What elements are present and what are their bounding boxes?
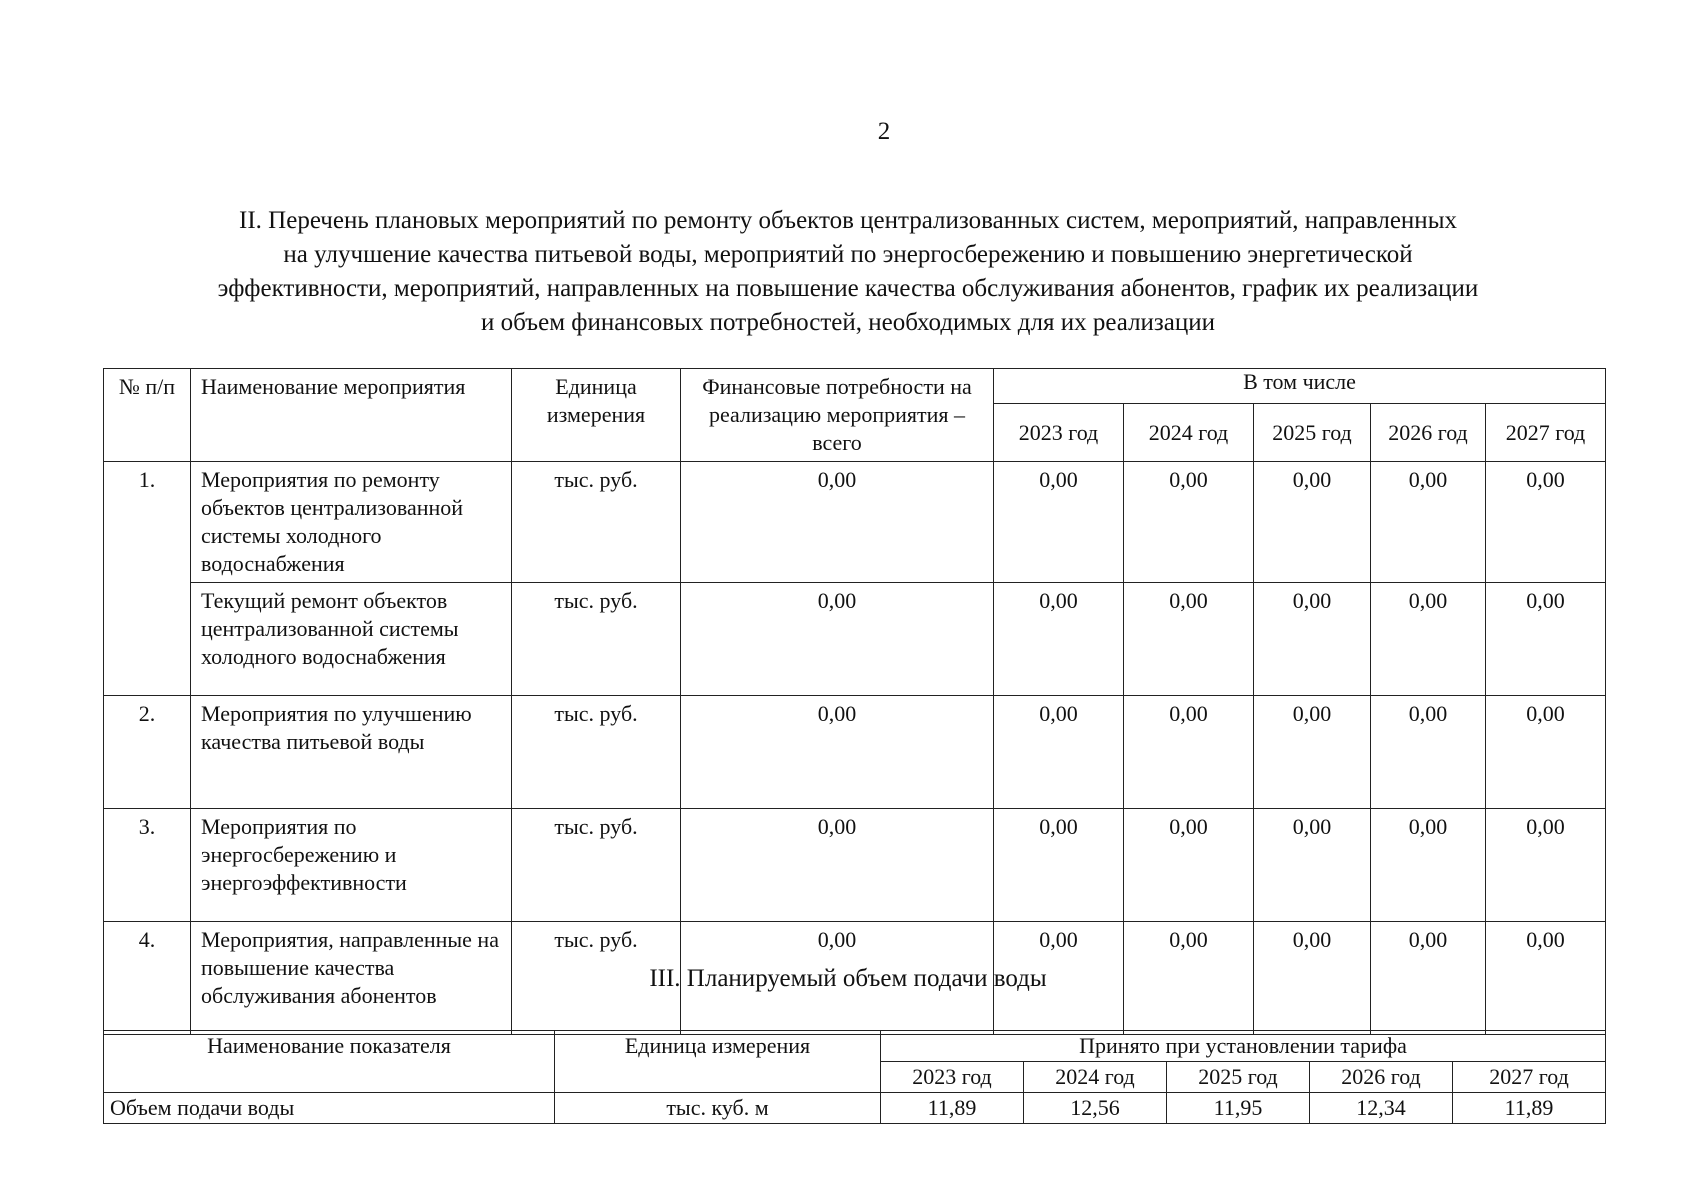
row-total: 0,00 — [681, 922, 994, 1035]
row-year-value: 0,00 — [1371, 583, 1486, 696]
row-year-value: 0,00 — [1486, 922, 1606, 1035]
header-year: 2024 год — [1124, 404, 1254, 462]
row-year-value: 0,00 — [1124, 809, 1254, 922]
header-year: 2024 год — [1024, 1062, 1167, 1093]
row-year-value: 0,00 — [1371, 696, 1486, 809]
row-year-value: 0,00 — [994, 922, 1124, 1035]
header-name: Наименование мероприятия — [191, 369, 512, 462]
row-year-value: 0,00 — [1254, 696, 1371, 809]
header-year: 2023 год — [994, 404, 1124, 462]
row-year-value: 0,00 — [1486, 462, 1606, 583]
indicator-unit: тыс. куб. м — [555, 1093, 881, 1124]
row-unit: тыс. руб. — [512, 809, 681, 922]
row-num: 4. — [104, 922, 191, 1035]
row-year-value: 0,00 — [994, 462, 1124, 583]
row-year-value: 0,00 — [1254, 583, 1371, 696]
section-2-title-line: и объем финансовых потребностей, необходимых для их реализации — [480, 309, 1216, 336]
row-year-value: 0,00 — [1124, 922, 1254, 1035]
header-year: 2027 год — [1486, 404, 1606, 462]
row-total: 0,00 — [681, 462, 994, 583]
row-name: Мероприятия по энергосбережению и энергоэффективности — [191, 809, 512, 922]
row-unit: тыс. руб. — [512, 462, 681, 583]
header-year: 2023 год — [881, 1062, 1024, 1093]
header-indicator-name: Наименование показателя — [104, 1031, 555, 1093]
row-total: 0,00 — [681, 809, 994, 922]
indicator-value: 11,89 — [1453, 1093, 1606, 1124]
row-year-value: 0,00 — [1371, 462, 1486, 583]
table-row — [104, 583, 1606, 696]
indicator-name: Объем подачи воды — [104, 1093, 555, 1124]
indicator-value: 11,95 — [1167, 1093, 1310, 1124]
row-total: 0,00 — [681, 583, 994, 696]
header-year: 2027 год — [1453, 1062, 1606, 1093]
row-year-value: 0,00 — [1371, 922, 1486, 1035]
row-name: Текущий ремонт объектов централизованной системы холодного водоснабжения — [191, 583, 512, 696]
section-3-title: III. Планируемый объем подачи воды — [649, 965, 1047, 992]
row-year-value: 0,00 — [1486, 696, 1606, 809]
header-unit: Единица измерения — [555, 1031, 881, 1093]
row-name: Мероприятия по улучшению качества питьевой воды — [191, 696, 512, 809]
row-year-value: 0,00 — [1486, 583, 1606, 696]
row-year-value: 0,00 — [1124, 462, 1254, 583]
header-including: В том числе — [994, 369, 1606, 404]
table-row — [104, 809, 1606, 922]
row-year-value: 0,00 — [1371, 809, 1486, 922]
row-name: Мероприятия, направленные на повышение качества обслуживания абонентов — [191, 922, 512, 1035]
header-unit: Единица измерения — [512, 369, 681, 462]
header-accepted: Принято при установлении тарифа — [881, 1031, 1606, 1062]
indicator-value: 12,34 — [1310, 1093, 1453, 1124]
row-unit: тыс. руб. — [512, 922, 681, 1035]
row-year-value: 0,00 — [1486, 809, 1606, 922]
row-year-value: 0,00 — [994, 809, 1124, 922]
row-name: Мероприятия по ремонту объектов централизованной системы холодного водоснабжения — [191, 462, 512, 583]
table-row — [104, 696, 1606, 809]
section-2-title — [120, 204, 1576, 340]
row-year-value: 0,00 — [1254, 809, 1371, 922]
row-year-value: 0,00 — [1124, 696, 1254, 809]
row-num: 3. — [104, 809, 191, 922]
row-unit: тыс. руб. — [512, 583, 681, 696]
row-unit: тыс. руб. — [512, 696, 681, 809]
section-2-title-line: II. Перечень плановых мероприятий по ремонту объектов централизованных систем, мероприятий, направленных — [239, 207, 1457, 234]
row-num: 1. — [104, 462, 191, 696]
section-2-title-line: эффективности, мероприятий, направленных на повышение качества обслуживания абонентов, график их реализации — [217, 275, 1479, 302]
row-year-value: 0,00 — [1254, 922, 1371, 1035]
section-2-title-line: на улучшение качества питьевой воды, мероприятий по энергосбережению и повышению энергетической — [283, 241, 1413, 268]
table-row — [104, 1093, 1606, 1124]
row-num: 2. — [104, 696, 191, 809]
header-year: 2026 год — [1371, 404, 1486, 462]
page-number: 2 — [877, 118, 891, 145]
measures-table — [103, 368, 1606, 1035]
header-total: Финансовые потребности на реализацию мероприятия – всего — [681, 369, 994, 462]
table-row — [104, 462, 1606, 583]
row-year-value: 0,00 — [994, 583, 1124, 696]
header-num: № п/п — [104, 369, 191, 462]
header-year: 2025 год — [1167, 1062, 1310, 1093]
indicator-value: 12,56 — [1024, 1093, 1167, 1124]
header-year: 2026 год — [1310, 1062, 1453, 1093]
row-year-value: 0,00 — [1124, 583, 1254, 696]
indicator-value: 11,89 — [881, 1093, 1024, 1124]
row-year-value: 0,00 — [1254, 462, 1371, 583]
water-supply-table — [103, 1030, 1606, 1124]
row-total: 0,00 — [681, 696, 994, 809]
header-year: 2025 год — [1254, 404, 1371, 462]
row-year-value: 0,00 — [994, 696, 1124, 809]
